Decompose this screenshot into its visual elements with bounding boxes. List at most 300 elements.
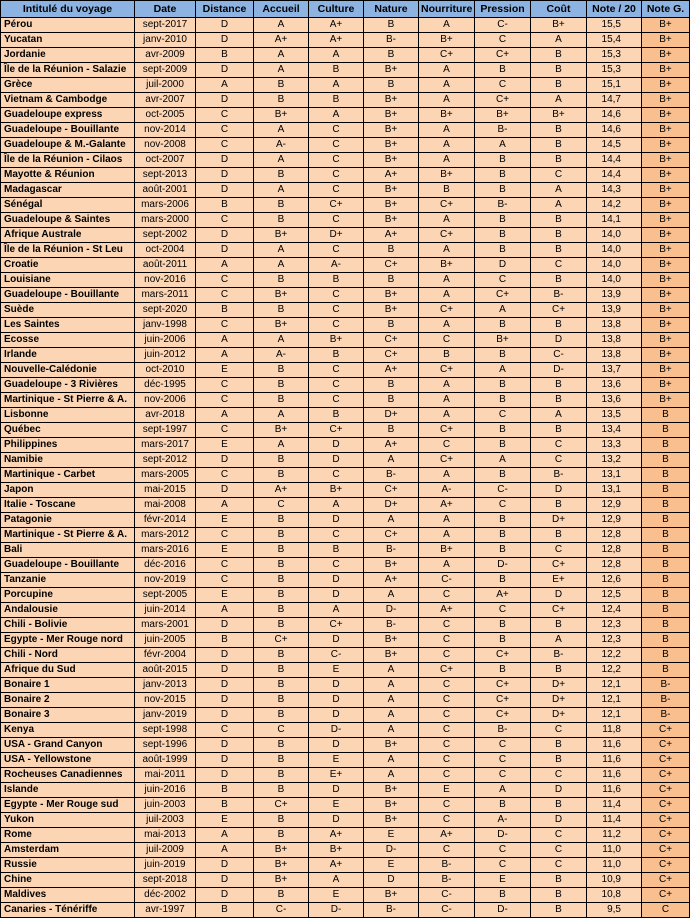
cell-date[interactable]: déc-2002	[135, 888, 196, 903]
cell-cout[interactable]: D	[531, 483, 587, 498]
cell-date[interactable]: déc-1995	[135, 378, 196, 393]
cell-cout[interactable]: B	[531, 63, 587, 78]
cell-pression[interactable]: B	[475, 243, 531, 258]
cell-note-20[interactable]: 13,8	[587, 348, 642, 363]
cell-intitule[interactable]: Guadeloupe express	[1, 108, 135, 123]
cell-nourriture[interactable]: C+	[419, 423, 475, 438]
cell-pression[interactable]: C-	[475, 483, 531, 498]
cell-pression[interactable]: A	[475, 363, 531, 378]
cell-cout[interactable]: D	[531, 588, 587, 603]
cell-nature[interactable]: B+	[364, 108, 419, 123]
cell-distance[interactable]: C	[196, 558, 254, 573]
cell-nourriture[interactable]: C+	[419, 303, 475, 318]
cell-nature[interactable]: B+	[364, 738, 419, 753]
cell-intitule[interactable]: USA - Yellowstone	[1, 753, 135, 768]
cell-cout[interactable]: D+	[531, 693, 587, 708]
cell-culture[interactable]: D	[309, 633, 364, 648]
cell-note-g[interactable]: B+	[642, 378, 690, 393]
cell-note-20[interactable]: 15,3	[587, 48, 642, 63]
cell-intitule[interactable]: Chine	[1, 873, 135, 888]
cell-accueil[interactable]: B	[254, 888, 309, 903]
cell-date[interactable]: sept-2020	[135, 303, 196, 318]
cell-nourriture[interactable]: A	[419, 78, 475, 93]
cell-nourriture[interactable]: A	[419, 93, 475, 108]
cell-accueil[interactable]: B	[254, 588, 309, 603]
cell-culture[interactable]: D	[309, 813, 364, 828]
cell-intitule[interactable]: Guadeloupe & Saintes	[1, 213, 135, 228]
cell-note-g[interactable]: B	[642, 588, 690, 603]
cell-accueil[interactable]: B	[254, 393, 309, 408]
cell-nature[interactable]: B-	[364, 618, 419, 633]
cell-cout[interactable]: B	[531, 888, 587, 903]
cell-cout[interactable]: B+	[531, 18, 587, 33]
cell-distance[interactable]: D	[196, 693, 254, 708]
header-cout[interactable]: Coût	[531, 1, 587, 18]
cell-pression[interactable]: C	[475, 753, 531, 768]
cell-note-20[interactable]: 11,2	[587, 828, 642, 843]
cell-distance[interactable]: D	[196, 228, 254, 243]
cell-note-g[interactable]: B+	[642, 288, 690, 303]
cell-nourriture[interactable]: C+	[419, 228, 475, 243]
cell-note-g[interactable]: B-	[642, 678, 690, 693]
cell-note-g[interactable]: C+	[642, 888, 690, 903]
cell-note-20[interactable]: 14,1	[587, 213, 642, 228]
cell-nourriture[interactable]: A	[419, 153, 475, 168]
cell-note-20[interactable]: 9,5	[587, 903, 642, 918]
cell-note-20[interactable]: 12,9	[587, 513, 642, 528]
cell-nature[interactable]: B+	[364, 303, 419, 318]
cell-cout[interactable]: B+	[531, 108, 587, 123]
cell-cout[interactable]: B-	[531, 468, 587, 483]
cell-culture[interactable]: C	[309, 318, 364, 333]
cell-cout[interactable]: B	[531, 243, 587, 258]
cell-distance[interactable]: D	[196, 708, 254, 723]
cell-nature[interactable]: A+	[364, 438, 419, 453]
cell-note-g[interactable]: B+	[642, 18, 690, 33]
cell-nourriture[interactable]: C	[419, 588, 475, 603]
cell-culture[interactable]: C	[309, 303, 364, 318]
cell-distance[interactable]: D	[196, 483, 254, 498]
cell-culture[interactable]: C+	[309, 198, 364, 213]
cell-nourriture[interactable]: B+	[419, 108, 475, 123]
cell-note-g[interactable]: B+	[642, 393, 690, 408]
cell-date[interactable]: sept-2013	[135, 168, 196, 183]
cell-culture[interactable]: B+	[309, 843, 364, 858]
cell-cout[interactable]: C	[531, 828, 587, 843]
cell-date[interactable]: mars-2012	[135, 528, 196, 543]
cell-date[interactable]: août-2011	[135, 258, 196, 273]
cell-nourriture[interactable]: C+	[419, 198, 475, 213]
cell-cout[interactable]: A	[531, 408, 587, 423]
cell-distance[interactable]: A	[196, 603, 254, 618]
cell-nature[interactable]: C+	[364, 528, 419, 543]
cell-accueil[interactable]: B	[254, 93, 309, 108]
cell-accueil[interactable]: B	[254, 738, 309, 753]
cell-distance[interactable]: E	[196, 363, 254, 378]
cell-distance[interactable]: C	[196, 528, 254, 543]
cell-culture[interactable]: A+	[309, 33, 364, 48]
cell-nourriture[interactable]: C	[419, 693, 475, 708]
cell-nourriture[interactable]: B	[419, 183, 475, 198]
cell-nourriture[interactable]: B-	[419, 873, 475, 888]
cell-accueil[interactable]: A-	[254, 138, 309, 153]
cell-nature[interactable]: B	[364, 18, 419, 33]
cell-accueil[interactable]: B	[254, 678, 309, 693]
cell-intitule[interactable]: Martinique - St Pierre & A.	[1, 393, 135, 408]
cell-cout[interactable]: B	[531, 738, 587, 753]
cell-note-20[interactable]: 13,7	[587, 363, 642, 378]
cell-culture[interactable]: E	[309, 753, 364, 768]
cell-culture[interactable]: D	[309, 678, 364, 693]
cell-date[interactable]: déc-2016	[135, 558, 196, 573]
header-culture[interactable]: Culture	[309, 1, 364, 18]
cell-culture[interactable]: D-	[309, 723, 364, 738]
cell-intitule[interactable]: Île de la Réunion - Cilaos	[1, 153, 135, 168]
header-intitule[interactable]: Intitulé du voyage	[1, 1, 135, 18]
cell-intitule[interactable]: Rome	[1, 828, 135, 843]
cell-note-g[interactable]: B	[642, 498, 690, 513]
cell-accueil[interactable]: B	[254, 468, 309, 483]
cell-nourriture[interactable]: A	[419, 63, 475, 78]
cell-note-20[interactable]: 11,6	[587, 738, 642, 753]
cell-cout[interactable]: D	[531, 813, 587, 828]
cell-nature[interactable]: A	[364, 708, 419, 723]
cell-date[interactable]: août-1999	[135, 753, 196, 768]
cell-date[interactable]: janv-2019	[135, 708, 196, 723]
cell-nourriture[interactable]: B+	[419, 258, 475, 273]
cell-intitule[interactable]: Chili - Bolivie	[1, 618, 135, 633]
cell-note-g[interactable]: B+	[642, 78, 690, 93]
cell-date[interactable]: mai-2011	[135, 768, 196, 783]
cell-culture[interactable]: B	[309, 273, 364, 288]
cell-nourriture[interactable]: A	[419, 393, 475, 408]
cell-nourriture[interactable]: C	[419, 648, 475, 663]
cell-cout[interactable]: D+	[531, 513, 587, 528]
cell-cout[interactable]: C	[531, 453, 587, 468]
cell-pression[interactable]: B	[475, 888, 531, 903]
cell-nourriture[interactable]: A	[419, 138, 475, 153]
cell-accueil[interactable]: B	[254, 768, 309, 783]
cell-note-20[interactable]: 14,0	[587, 228, 642, 243]
cell-cout[interactable]: B	[531, 48, 587, 63]
cell-culture[interactable]: A	[309, 78, 364, 93]
cell-note-g[interactable]: B	[642, 633, 690, 648]
cell-intitule[interactable]: Ecosse	[1, 333, 135, 348]
cell-culture[interactable]: E	[309, 663, 364, 678]
cell-pression[interactable]: B	[475, 318, 531, 333]
cell-culture[interactable]: A	[309, 873, 364, 888]
cell-distance[interactable]: D	[196, 453, 254, 468]
cell-nourriture[interactable]: B-	[419, 858, 475, 873]
cell-culture[interactable]: D	[309, 783, 364, 798]
cell-nature[interactable]: B+	[364, 153, 419, 168]
cell-cout[interactable]: B	[531, 798, 587, 813]
cell-date[interactable]: sept-2012	[135, 453, 196, 468]
header-nourriture[interactable]: Nourriture	[419, 1, 475, 18]
cell-pression[interactable]: C	[475, 858, 531, 873]
cell-note-g[interactable]: B	[642, 483, 690, 498]
cell-culture[interactable]: C-	[309, 648, 364, 663]
cell-note-20[interactable]: 14,7	[587, 93, 642, 108]
cell-intitule[interactable]: Bali	[1, 543, 135, 558]
cell-culture[interactable]: A	[309, 603, 364, 618]
cell-nature[interactable]: B	[364, 48, 419, 63]
cell-pression[interactable]: B	[475, 618, 531, 633]
cell-note-20[interactable]: 11,6	[587, 768, 642, 783]
cell-accueil[interactable]: A	[254, 63, 309, 78]
cell-culture[interactable]: C+	[309, 423, 364, 438]
cell-date[interactable]: févr-2004	[135, 648, 196, 663]
cell-date[interactable]: nov-2008	[135, 138, 196, 153]
cell-culture[interactable]: D	[309, 453, 364, 468]
cell-culture[interactable]: B	[309, 543, 364, 558]
cell-nourriture[interactable]: A	[419, 288, 475, 303]
cell-note-g[interactable]: B	[642, 438, 690, 453]
cell-note-20[interactable]: 15,3	[587, 63, 642, 78]
cell-accueil[interactable]: B	[254, 213, 309, 228]
cell-note-20[interactable]: 14,0	[587, 243, 642, 258]
cell-date[interactable]: juil-2000	[135, 78, 196, 93]
cell-nourriture[interactable]: A	[419, 558, 475, 573]
cell-date[interactable]: juil-2003	[135, 813, 196, 828]
cell-accueil[interactable]: B+	[254, 228, 309, 243]
cell-note-g[interactable]: B+	[642, 198, 690, 213]
cell-culture[interactable]: A+	[309, 858, 364, 873]
cell-note-20[interactable]: 13,4	[587, 423, 642, 438]
cell-note-20[interactable]: 14,6	[587, 108, 642, 123]
cell-accueil[interactable]: A	[254, 258, 309, 273]
cell-distance[interactable]: D	[196, 858, 254, 873]
cell-culture[interactable]: A+	[309, 828, 364, 843]
cell-note-20[interactable]: 12,6	[587, 573, 642, 588]
cell-note-20[interactable]: 14,3	[587, 183, 642, 198]
cell-pression[interactable]: B	[475, 528, 531, 543]
cell-note-g[interactable]: B+	[642, 33, 690, 48]
cell-note-20[interactable]: 11,6	[587, 783, 642, 798]
cell-note-g[interactable]: C+	[642, 723, 690, 738]
cell-date[interactable]: mai-2008	[135, 498, 196, 513]
cell-nature[interactable]: A+	[364, 228, 419, 243]
cell-pression[interactable]: B-	[475, 123, 531, 138]
cell-nature[interactable]: D+	[364, 498, 419, 513]
cell-distance[interactable]: E	[196, 438, 254, 453]
cell-intitule[interactable]: Amsterdam	[1, 843, 135, 858]
header-distance[interactable]: Distance	[196, 1, 254, 18]
cell-accueil[interactable]: B	[254, 513, 309, 528]
cell-intitule[interactable]: Martinique - St Pierre & A.	[1, 528, 135, 543]
cell-note-20[interactable]: 12,2	[587, 648, 642, 663]
cell-nourriture[interactable]: C	[419, 798, 475, 813]
cell-distance[interactable]: D	[196, 618, 254, 633]
cell-cout[interactable]: B	[531, 663, 587, 678]
cell-note-g[interactable]: B+	[642, 363, 690, 378]
cell-accueil[interactable]: C	[254, 723, 309, 738]
cell-cout[interactable]: B	[531, 393, 587, 408]
cell-note-g[interactable]: B	[642, 423, 690, 438]
cell-distance[interactable]: C	[196, 468, 254, 483]
cell-cout[interactable]: A	[531, 183, 587, 198]
cell-note-20[interactable]: 11,4	[587, 813, 642, 828]
cell-culture[interactable]: E	[309, 888, 364, 903]
cell-date[interactable]: nov-2019	[135, 573, 196, 588]
cell-intitule[interactable]: Pérou	[1, 18, 135, 33]
cell-nature[interactable]: B+	[364, 648, 419, 663]
cell-nature[interactable]: C+	[364, 348, 419, 363]
cell-accueil[interactable]: B+	[254, 288, 309, 303]
cell-intitule[interactable]: Sénégal	[1, 198, 135, 213]
cell-culture[interactable]: B	[309, 93, 364, 108]
cell-cout[interactable]: B	[531, 123, 587, 138]
cell-nature[interactable]: C+	[364, 258, 419, 273]
cell-date[interactable]: août-2001	[135, 183, 196, 198]
cell-note-20[interactable]: 11,4	[587, 798, 642, 813]
cell-date[interactable]: juin-2005	[135, 633, 196, 648]
cell-note-g[interactable]: C+	[642, 813, 690, 828]
cell-nature[interactable]: A	[364, 723, 419, 738]
cell-nature[interactable]: A	[364, 768, 419, 783]
cell-note-20[interactable]: 15,5	[587, 18, 642, 33]
cell-date[interactable]: sept-2005	[135, 588, 196, 603]
cell-nourriture[interactable]: A+	[419, 828, 475, 843]
cell-nature[interactable]: B+	[364, 93, 419, 108]
cell-accueil[interactable]: B	[254, 378, 309, 393]
cell-pression[interactable]: C	[475, 78, 531, 93]
cell-distance[interactable]: D	[196, 888, 254, 903]
cell-cout[interactable]: B	[531, 498, 587, 513]
cell-culture[interactable]: D	[309, 708, 364, 723]
cell-nourriture[interactable]: C-	[419, 573, 475, 588]
cell-note-20[interactable]: 14,0	[587, 273, 642, 288]
cell-nature[interactable]: B-	[364, 33, 419, 48]
cell-distance[interactable]: C	[196, 123, 254, 138]
cell-note-g[interactable]: B+	[642, 318, 690, 333]
cell-note-g[interactable]: C+	[642, 783, 690, 798]
cell-note-g[interactable]: B+	[642, 138, 690, 153]
cell-date[interactable]: sept-1996	[135, 738, 196, 753]
cell-note-g[interactable]: B	[642, 603, 690, 618]
cell-culture[interactable]: C	[309, 528, 364, 543]
cell-nourriture[interactable]: E	[419, 783, 475, 798]
cell-note-g[interactable]: B-	[642, 708, 690, 723]
cell-accueil[interactable]: B	[254, 198, 309, 213]
cell-distance[interactable]: B	[196, 633, 254, 648]
cell-intitule[interactable]: Île de la Réunion - St Leu	[1, 243, 135, 258]
cell-nourriture[interactable]: C	[419, 753, 475, 768]
cell-intitule[interactable]: Suède	[1, 303, 135, 318]
cell-date[interactable]: mars-2017	[135, 438, 196, 453]
cell-culture[interactable]: C	[309, 123, 364, 138]
cell-pression[interactable]: A	[475, 138, 531, 153]
cell-culture[interactable]: C	[309, 468, 364, 483]
cell-accueil[interactable]: B	[254, 363, 309, 378]
cell-culture[interactable]: C+	[309, 618, 364, 633]
cell-intitule[interactable]: Les Saintes	[1, 318, 135, 333]
cell-nourriture[interactable]: A-	[419, 483, 475, 498]
cell-accueil[interactable]: A	[254, 123, 309, 138]
cell-distance[interactable]: E	[196, 588, 254, 603]
cell-cout[interactable]: A	[531, 93, 587, 108]
cell-culture[interactable]: C	[309, 393, 364, 408]
cell-nourriture[interactable]: C+	[419, 453, 475, 468]
cell-distance[interactable]: B	[196, 198, 254, 213]
cell-nourriture[interactable]: C	[419, 723, 475, 738]
cell-nourriture[interactable]: C	[419, 738, 475, 753]
cell-pression[interactable]: C+	[475, 48, 531, 63]
cell-distance[interactable]: C	[196, 108, 254, 123]
cell-nature[interactable]: A+	[364, 168, 419, 183]
cell-distance[interactable]: A	[196, 258, 254, 273]
cell-date[interactable]: mars-2011	[135, 288, 196, 303]
cell-cout[interactable]: A	[531, 633, 587, 648]
cell-nature[interactable]: A+	[364, 363, 419, 378]
cell-note-20[interactable]: 14,4	[587, 153, 642, 168]
cell-intitule[interactable]: Guadeloupe & M.-Galante	[1, 138, 135, 153]
cell-distance[interactable]: D	[196, 678, 254, 693]
cell-intitule[interactable]: Russie	[1, 858, 135, 873]
cell-date[interactable]: nov-2006	[135, 393, 196, 408]
cell-distance[interactable]: B	[196, 903, 254, 918]
cell-culture[interactable]: B+	[309, 333, 364, 348]
cell-intitule[interactable]: Nouvelle-Calédonie	[1, 363, 135, 378]
header-nature[interactable]: Nature	[364, 1, 419, 18]
cell-accueil[interactable]: C-	[254, 903, 309, 918]
cell-distance[interactable]: D	[196, 93, 254, 108]
cell-culture[interactable]: A	[309, 48, 364, 63]
cell-note-g[interactable]: B+	[642, 63, 690, 78]
cell-nature[interactable]: A+	[364, 573, 419, 588]
cell-nourriture[interactable]: B	[419, 348, 475, 363]
cell-distance[interactable]: D	[196, 33, 254, 48]
header-date[interactable]: Date	[135, 1, 196, 18]
cell-note-20[interactable]: 12,8	[587, 528, 642, 543]
cell-date[interactable]: août-2015	[135, 663, 196, 678]
cell-note-g[interactable]: C+	[642, 753, 690, 768]
cell-distance[interactable]: D	[196, 648, 254, 663]
cell-note-g[interactable]: B	[642, 558, 690, 573]
cell-pression[interactable]: D	[475, 258, 531, 273]
cell-intitule[interactable]: Islande	[1, 783, 135, 798]
cell-date[interactable]: juin-2019	[135, 858, 196, 873]
cell-pression[interactable]: A+	[475, 588, 531, 603]
cell-date[interactable]: oct-2010	[135, 363, 196, 378]
cell-note-g[interactable]: B+	[642, 333, 690, 348]
cell-nourriture[interactable]: C	[419, 633, 475, 648]
cell-intitule[interactable]: Guadeloupe - Bouillante	[1, 123, 135, 138]
cell-note-g[interactable]: C+	[642, 738, 690, 753]
cell-note-20[interactable]: 11,0	[587, 843, 642, 858]
cell-nature[interactable]: B+	[364, 213, 419, 228]
cell-note-20[interactable]: 14,6	[587, 123, 642, 138]
cell-nourriture[interactable]: A+	[419, 603, 475, 618]
cell-date[interactable]: mai-2013	[135, 828, 196, 843]
cell-nature[interactable]: B+	[364, 183, 419, 198]
cell-nature[interactable]: B+	[364, 558, 419, 573]
cell-accueil[interactable]: B+	[254, 423, 309, 438]
cell-date[interactable]: juin-2014	[135, 603, 196, 618]
cell-culture[interactable]: D	[309, 513, 364, 528]
cell-distance[interactable]: E	[196, 543, 254, 558]
cell-distance[interactable]: C	[196, 723, 254, 738]
cell-intitule[interactable]: Québec	[1, 423, 135, 438]
cell-cout[interactable]: C	[531, 858, 587, 873]
cell-intitule[interactable]: Île de la Réunion - Salazie	[1, 63, 135, 78]
header-accueil[interactable]: Accueil	[254, 1, 309, 18]
cell-culture[interactable]: C	[309, 153, 364, 168]
cell-intitule[interactable]: Porcupine	[1, 588, 135, 603]
cell-cout[interactable]: B	[531, 213, 587, 228]
cell-pression[interactable]: C	[475, 498, 531, 513]
cell-accueil[interactable]: B	[254, 813, 309, 828]
